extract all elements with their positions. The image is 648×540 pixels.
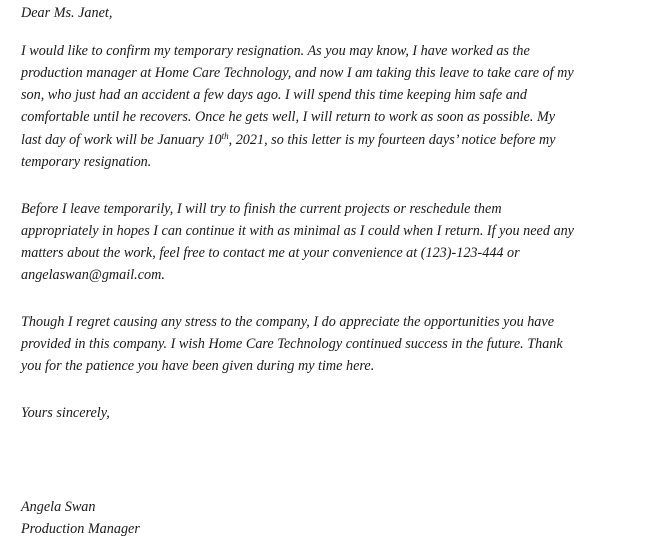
paragraph-line: I would like to confirm my temporary resignation. As you may know, I have worked as the: [21, 43, 530, 59]
signature-title: Production Manager: [21, 521, 140, 537]
text-run: , 2021, so this letter is my fourteen days’ notice before my: [228, 132, 556, 148]
paragraph-line: matters about the work, feel free to contact me at your convenience at (123)-123-444 or: [21, 245, 520, 261]
paragraph-line: Though I regret causing any stress to the company, I do appreciate the opportunities you have: [21, 314, 554, 330]
paragraph-line: you for the patience you have been given during my time here.: [21, 358, 375, 374]
paragraph-line: [21, 129, 556, 151]
paragraph-line: Before I leave temporarily, I will try to finish the current projects or reschedule them: [21, 201, 502, 217]
paragraph-line: production manager at Home Care Technology, and now I am taking this leave to take care of my: [21, 65, 574, 81]
paragraph-line: comfortable until he recovers. Once he gets well, I will return to work as soon as possible. My: [21, 109, 556, 125]
paragraph-line: son, who just had an accident a few days ago. I will spend this time keeping him safe and: [21, 87, 527, 103]
closing: Yours sincerely,: [21, 405, 110, 421]
paragraph-line: provided in this company. I wish Home Care Technology continued success in the future. Thank: [21, 336, 563, 352]
signature-name: Angela Swan: [21, 499, 96, 515]
text-run: last day of work will be January 10: [21, 132, 222, 148]
paragraph-line: angelaswan@gmail.com.: [21, 267, 165, 283]
paragraph-line: temporary resignation.: [21, 154, 152, 170]
paragraph-line: appropriately in hopes I can continue it with as minimal as I could when I return. If you need any: [21, 223, 574, 239]
salutation: Dear Ms. Janet,: [21, 5, 113, 21]
ordinal-suffix: th: [221, 131, 229, 141]
